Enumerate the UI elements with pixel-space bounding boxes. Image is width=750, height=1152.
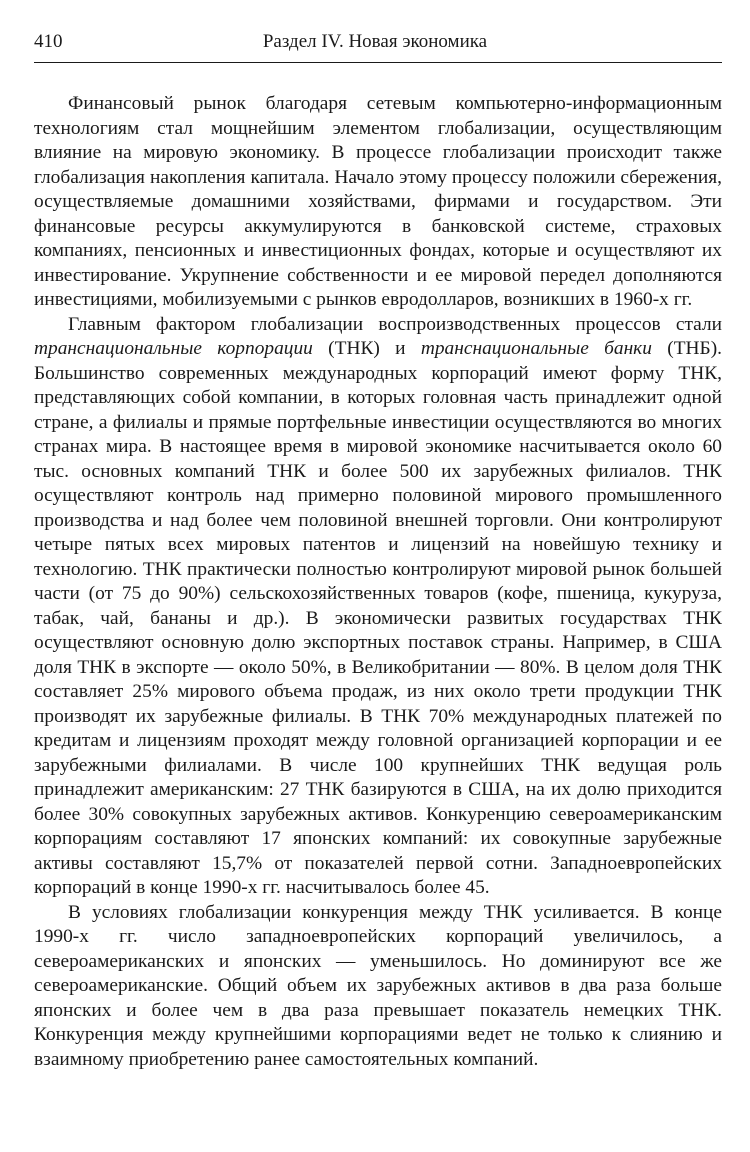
body-text [34, 92, 722, 1072]
paragraph-2-middle: (ТНК) и [312, 338, 421, 359]
section-title: Раздел IV. Новая экономика [262, 31, 488, 52]
term-tnb: транснациональные банки [420, 338, 652, 359]
term-tnc: транснациональные корпорации [34, 338, 313, 359]
paragraph-1: Финансовый рынок благодаря сетевым компьютерно-информационным технологиям стал мощнейшим элементом глобализации, осуществляющим влияние на мировую экономику. В процессе глобализации происходит также глобализация накопления капитала. Начало этому процессу положили сбережения, осуществляемые домашними хозяйствами, фирмами и государством. Эти финансовые ресурсы аккумулируются в банковской системе, страховых компаниях, пенсионных и инвестиционных фондах, которые и осуществляют их инвестирование. Укрупнение собственности и ее мировой передел дополняются инвестициями, мобилизуемыми с рынков евродолларов, возникших в 1960-х гг. [34, 93, 722, 310]
paragraph-2-rest: (ТНБ). Большинство современных международных корпораций имеют форму ТНК, представляющих собой компании, в которых головная часть принадлежит одной стране, а филиалы и прямые портфельные инвестиции осуществляются во многих странах мира. В настоящее время в мировой экономике насчитывается около 60 тыс. основных компаний ТНК и более 500 их зарубежных филиалов. ТНК осуществляют контроль над примерно половиной мирового промышленного производства и над более чем половиной внешней торговли. Они контролируют четыре пятых всех мировых патентов и лицензий на новейшую технику и технологию. ТНК практически полностью контролируют мировой рынок большей части (от 75 до 90%) сельскохозяйственных товаров (кофе, пшеница, кукуруза, табак, чай, бананы и др.). В экономически развитых государствах ТНК осуществляют основную долю экспортных поставок страны. Например, в США доля ТНК в экспорте — около 50%, в Великобритании — 80%. В целом доля ТНК составляет 25% мирового объема продаж, из них около трети продукции ТНК производят их зарубежные филиалы. В ТНК 70% международных платежей по кредитам и лицензиям проходят между головной организацией корпорации и ее зарубежными филиалами. В числе 100 крупнейших ТНК ведущая роль принадлежит американским: 27 ТНК базируются в США, на их долю приходится более 30% совокупных зарубежных активов. Конкуренцию североамериканским корпорациям составляют 17 японских компаний: их совокупные зарубежные активы составляют 15,7% от показателей первой сотни. Западноевропейских корпораций в конце 1990-х гг. насчитывалось более 45. [34, 338, 722, 898]
running-head [34, 28, 716, 56]
paragraph-3: В условиях глобализации конкуренция между ТНК усиливается. В конце 1990-х гг. число западноевропейских корпораций увеличилось, а североамериканских и японских — уменьшилось. Но доминируют все же североамериканские. Общий объем их зарубежных активов в два раза больше японских и более чем в два раза превышает показатель немецких ТНК. Конкуренция между крупнейшими корпорациями ведет не только к слиянию и взаимному приобретению ранее самостоятельных компаний. [34, 901, 722, 1070]
paragraph-2-start: Главным фактором глобализации воспроизводственных процессов стали [68, 313, 722, 335]
paragraph-2 [34, 313, 722, 901]
page-number: 410 [34, 31, 63, 52]
header-rule [34, 62, 722, 63]
